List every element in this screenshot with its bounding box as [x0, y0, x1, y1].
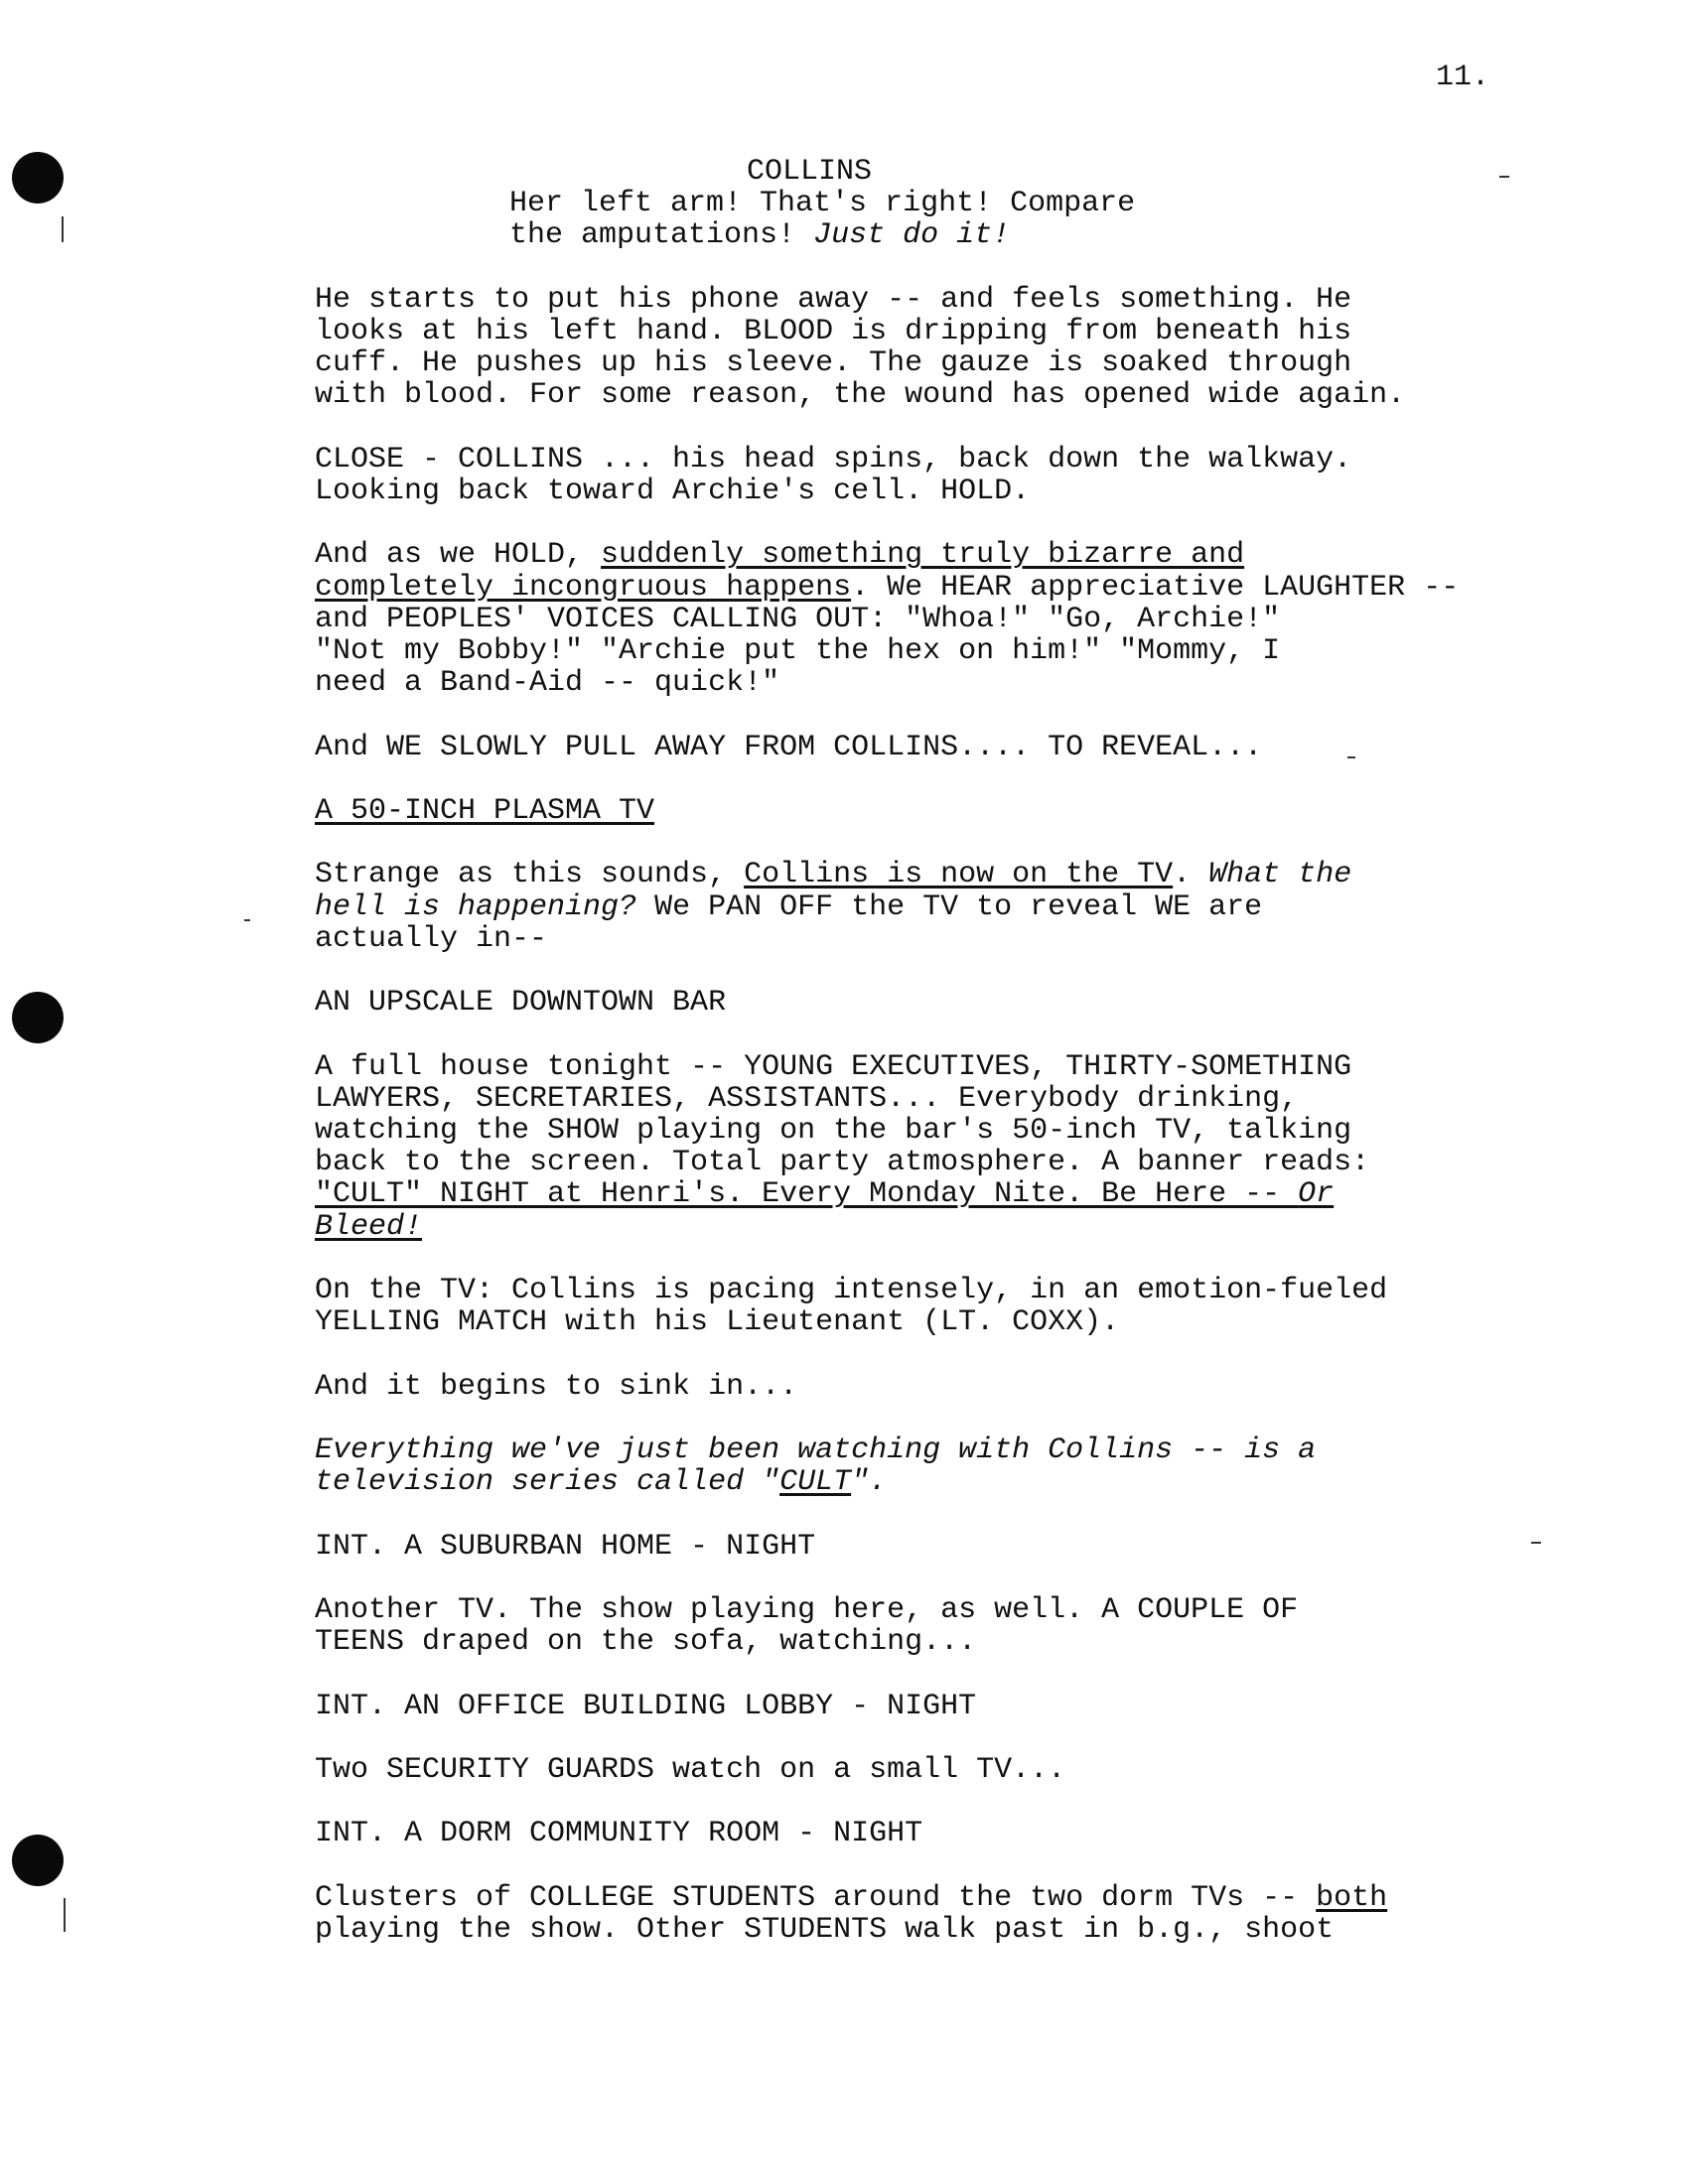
action-line: YELLING MATCH with his Lieutenant (LT. COXX). [315, 1305, 1120, 1340]
underlined-text: suddenly something truly bizarre and [601, 538, 1245, 573]
action-line: Looking back toward Archie's cell. HOLD. [315, 475, 1031, 508]
action-block [315, 539, 1606, 699]
action-line: Another TV. The show playing here, as well. A COUPLE OF [315, 1592, 1299, 1627]
banner-text: "CULT" NIGHT at Henri's. Every Monday Nite. Be Here -- [315, 1177, 1299, 1212]
action-line: LAWYERS, SECRETARIES, ASSISTANTS... Everybody drinking, [315, 1081, 1299, 1116]
scene-heading: INT. A SUBURBAN HOME - NIGHT [315, 1529, 816, 1564]
action-line [315, 572, 1606, 604]
underlined-text: both [1316, 1880, 1388, 1915]
punch-hole-bottom [12, 1835, 64, 1886]
underlined-title: CULT [779, 1465, 852, 1500]
action-block [315, 1051, 1606, 1243]
action-text: Strange as this sounds, [315, 858, 745, 892]
punch-hole-middle [12, 992, 64, 1043]
action-block [315, 732, 1606, 763]
action-line: Two SECURITY GUARDS watch on a small TV... [315, 1752, 1066, 1787]
punch-hole-top [12, 152, 64, 204]
italic-line [315, 1466, 1606, 1498]
action-line: looks at his left hand. BLOOD is dripping from beneath his [315, 315, 1352, 348]
scan-speck [244, 919, 250, 921]
banner-line [315, 1211, 1606, 1243]
action-line: watching the SHOW playing on the bar's 50-inch TV, talking [315, 1113, 1352, 1148]
action-line: On the TV: Collins is pacing intensely, in an emotion-fueled [315, 1273, 1388, 1307]
scan-speck [64, 1898, 66, 1932]
italic-line: Everything we've just been watching with Collins -- is a [315, 1433, 1317, 1467]
action-line: A full house tonight -- YOUNG EXECUTIVES, THIRTY-SOMETHING [315, 1049, 1352, 1084]
action-text: . We HEAR appreciative LAUGHTER -- [851, 570, 1460, 605]
page-number: 11. [1436, 61, 1490, 94]
action-line [315, 891, 1606, 923]
action-line: back to the screen. Total party atmosphere. A banner reads: [315, 1146, 1370, 1180]
banner-emphasis: Bleed! [315, 1209, 423, 1244]
action-block [315, 859, 1606, 955]
italic-text: hell is happening? [315, 889, 637, 924]
action-block [315, 1275, 1606, 1338]
scene-heading: INT. A DORM COMMUNITY ROOM - NIGHT [315, 1817, 923, 1851]
scene-heading: INT. AN OFFICE BUILDING LOBBY - NIGHT [315, 1689, 977, 1723]
dialogue-line [509, 219, 1264, 251]
action-text: We PAN OFF the TV to reveal WE are [636, 889, 1263, 924]
action-line [315, 539, 1606, 571]
italic-text: television series called " [315, 1465, 780, 1500]
action-text: . [1173, 858, 1209, 892]
action-line: He starts to put his phone away -- and feels something. He [315, 282, 1352, 317]
underlined-text: completely incongruous happens [315, 570, 852, 605]
action-block [315, 1434, 1606, 1498]
action-line: and PEOPLES' VOICES CALLING OUT: "Whoa!" "Go, Archie!" [315, 602, 1281, 636]
action-line: "Not my Bobby!" "Archie put the hex on him!" "Mommy, I [315, 634, 1281, 668]
character-name: COLLINS [747, 155, 873, 189]
scene-heading: AN UPSCALE DOWNTOWN BAR [315, 986, 727, 1021]
banner-line [315, 1178, 1606, 1210]
italic-text: What the [1208, 858, 1352, 892]
action-line: And WE SLOWLY PULL AWAY FROM COLLINS.... TO REVEAL... [315, 730, 1263, 764]
italic-text: ". [851, 1465, 888, 1500]
action-line: cuff. He pushes up his sleeve. The gauze is soaked through [315, 346, 1352, 381]
action-line: need a Band-Aid -- quick!" [315, 666, 780, 701]
action-block [315, 1371, 1606, 1403]
action-block [315, 1882, 1606, 1946]
dialogue-text: the amputations! [509, 218, 814, 253]
action-line: actually in-- [315, 921, 548, 956]
scene-heading-text: A 50-INCH PLASMA TV [315, 793, 655, 828]
scene-heading [315, 795, 1665, 827]
scan-speck [62, 216, 64, 242]
action-line: CLOSE - COLLINS ... his head spins, back down the walkway. [315, 442, 1352, 477]
action-line [315, 859, 1606, 890]
action-text: Clusters of COLLEGE STUDENTS around the two dorm TVs -- [315, 1880, 1317, 1915]
action-line [315, 1882, 1606, 1914]
action-line: And it begins to sink in... [315, 1369, 798, 1404]
dialogue-emphasis: Just do it! [813, 218, 1011, 253]
dialogue-line: Her left arm! That's right! Compare [509, 187, 1136, 221]
action-line: playing the show. Other STUDENTS walk past in b.g., shoot [315, 1912, 1335, 1947]
banner-emphasis: Or [1298, 1177, 1335, 1212]
action-text: And as we HOLD, [315, 538, 602, 573]
underlined-text: Collins is now on the TV [744, 858, 1174, 892]
action-line: TEENS draped on the sofa, watching... [315, 1625, 977, 1660]
action-block [315, 1754, 1606, 1786]
dialogue [509, 188, 1264, 251]
action-block [315, 284, 1606, 412]
screenplay-body [315, 156, 1665, 1978]
action-block [315, 1594, 1606, 1658]
action-line: with blood. For some reason, the wound has opened wide again. [315, 378, 1406, 413]
action-block [315, 444, 1606, 507]
